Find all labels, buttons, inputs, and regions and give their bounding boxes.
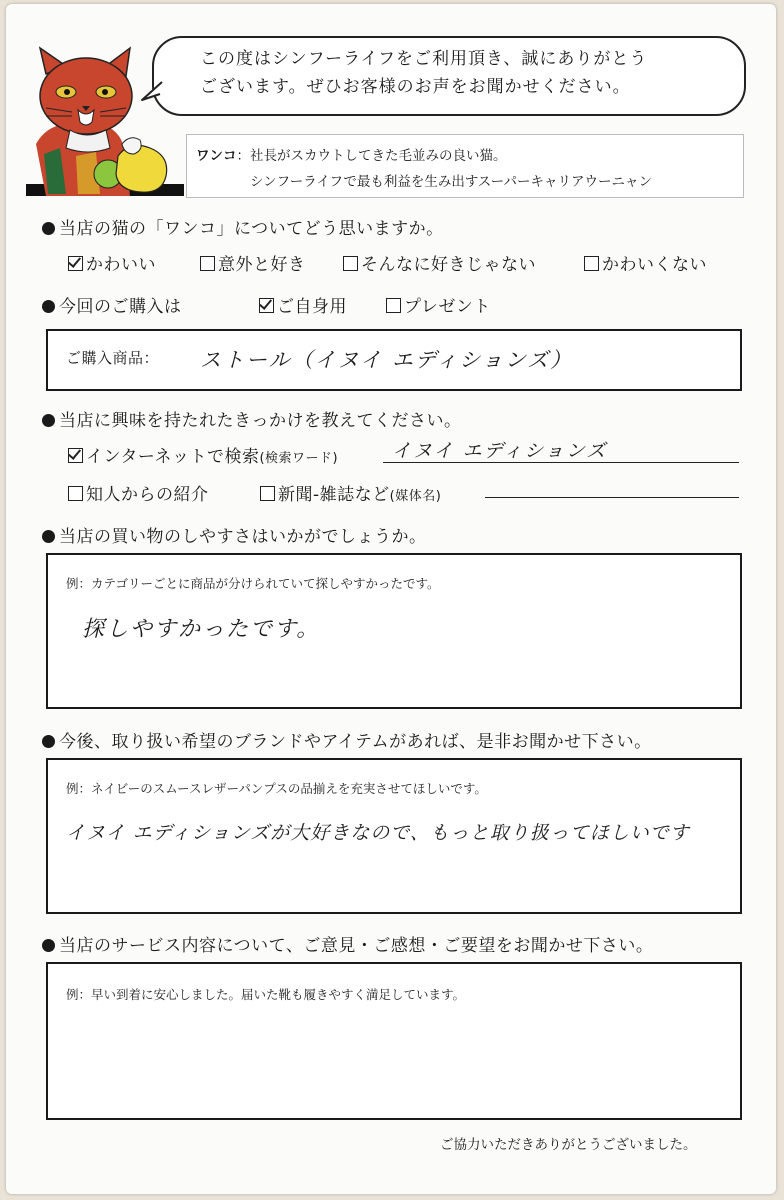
question-1-text: 当店の猫の「ワンコ」についてどう思いますか。 (59, 219, 444, 239)
q6-example-text: 例：早い到着に安心しました。届いた靴も履きやすく満足しています。 (66, 987, 466, 1002)
bullet-icon (42, 300, 55, 313)
q3-option-internet[interactable] (68, 442, 338, 467)
question-6 (42, 931, 653, 956)
question-5-text: 今後、取り扱い希望のブランドやアイテムがあれば、是非お聞かせ下さい。 (59, 732, 652, 752)
question-4-text: 当店の買い物のしやすさはいかがでしょうか。 (59, 527, 427, 547)
q1-option-surprisingly-like-label: 意外と好き (218, 255, 306, 275)
speech-bubble-tail (140, 80, 164, 104)
greeting-line-1: この度はシンフーライフをご利用頂き、誠にありがとう (200, 49, 648, 69)
q4-answer: 探しやすかったです。 (82, 617, 321, 642)
question-5 (42, 727, 652, 752)
search-word-line[interactable] (383, 462, 739, 463)
q2-option-gift-label: プレゼント (404, 297, 491, 317)
q1-option-not-so-much[interactable] (343, 250, 536, 275)
q3-option-friend[interactable] (68, 480, 209, 505)
question-3 (42, 406, 462, 431)
question-6-text: 当店のサービス内容について、ご意見・ご感想・ご要望をお聞かせ下さい。 (59, 936, 654, 956)
checkbox-icon[interactable] (68, 486, 83, 501)
bullet-icon (42, 530, 55, 543)
question-3-text: 当店に興味を持たれたきっかけを教えてください。 (59, 411, 462, 431)
question-1 (42, 214, 444, 239)
q3-option-media-label: 新聞-雑誌など (278, 485, 390, 505)
purchased-product-label: ご購入商品： (66, 349, 160, 367)
q2-option-self-label: ご自身用 (277, 297, 347, 317)
q1-option-not-cute[interactable] (584, 250, 707, 275)
q5-example-text: 例：ネイビーのスムースレザーパンプスの品揃えを充実させてほしいです。 (66, 781, 487, 796)
checkbox-checked-icon[interactable] (68, 256, 83, 271)
q2-option-self[interactable] (259, 292, 347, 317)
q5-answer: イヌイ エディションズが大好きなので、もっと取り扱ってほしいです (66, 822, 690, 844)
search-word-answer: イヌイ エディションズ (392, 440, 608, 462)
bullet-icon (42, 939, 55, 952)
checkbox-icon[interactable] (584, 256, 599, 271)
greeting-line-2: ございます。ぜひお客様のお声をお聞かせください。 (200, 77, 631, 97)
mascot-info-line-2: シンフーライフで最も利益を生み出すスーパーキャリアウーニャン (250, 174, 652, 190)
mascot-name: ワンコ (196, 148, 237, 164)
question-4 (42, 522, 427, 547)
checkbox-icon[interactable] (200, 256, 215, 271)
checkbox-icon[interactable] (260, 486, 275, 501)
greeting-text (200, 45, 730, 101)
q1-option-surprisingly-like[interactable] (200, 250, 306, 275)
search-word-label: (検索ワード) (259, 451, 339, 466)
bullet-icon (42, 735, 55, 748)
footer-thanks: ご協力いただきありがとうございました。 (440, 1137, 697, 1153)
bullet-icon (42, 222, 55, 235)
q1-option-not-cute-label: かわいくない (602, 255, 707, 275)
q4-example-text: 例：カテゴリーごとに商品が分けられていて探しやすかったです。 (66, 576, 440, 591)
checkbox-checked-icon[interactable] (68, 448, 83, 463)
purchased-product-answer: ストール（イヌイ エディションズ） (200, 348, 574, 372)
question-2-text: 今回のご購入は (59, 297, 182, 317)
mascot-info-line-1 (196, 144, 507, 164)
q1-option-not-so-much-label: そんなに好きじゃない (361, 255, 536, 275)
q1-option-cute[interactable] (68, 250, 156, 275)
checkbox-icon[interactable] (386, 298, 401, 313)
q3-option-media[interactable] (260, 480, 441, 505)
bullet-icon (42, 414, 55, 427)
checkbox-icon[interactable] (343, 256, 358, 271)
checkbox-checked-icon[interactable] (259, 298, 274, 313)
q3-option-internet-label: インターネットで検索 (86, 447, 260, 467)
mascot-description: ：社長がスカウトしてきた毛並みの良い猫。 (236, 148, 507, 164)
q3-option-friend-label: 知人からの紹介 (86, 485, 209, 505)
q1-option-cute-label: かわいい (86, 255, 156, 275)
media-name-label: (媒体名) (389, 489, 442, 504)
media-name-line[interactable] (485, 497, 739, 498)
q2-option-gift[interactable] (386, 292, 491, 317)
question-2 (42, 292, 182, 317)
